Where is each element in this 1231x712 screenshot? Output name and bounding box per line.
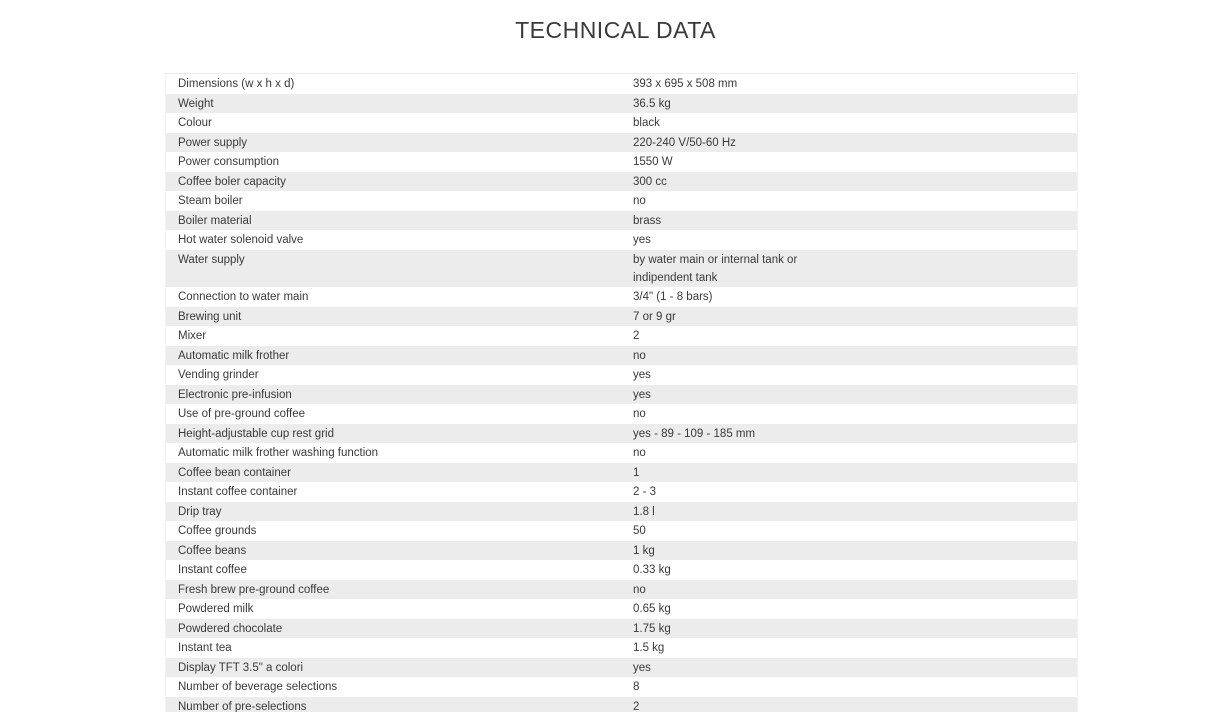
spec-value: 2	[633, 700, 640, 712]
spec-value: 1 kg	[633, 544, 655, 557]
spec-label: Coffee beans	[178, 544, 247, 557]
spec-label: Mixer	[178, 330, 207, 342]
spec-value: 1.5 kg	[633, 642, 665, 654]
spec-value: 220-240 V/50-60 Hz	[633, 136, 736, 149]
spec-label: Power supply	[178, 136, 248, 149]
table-row	[166, 385, 1077, 405]
table-row	[166, 230, 1077, 250]
table-row	[166, 191, 1077, 211]
spec-label: Height-adjustable cup rest grid	[178, 427, 334, 440]
spec-value: no	[633, 408, 646, 420]
table-row	[166, 560, 1077, 580]
spec-value: yes - 89 - 109 - 185 mm	[633, 427, 756, 440]
table-row	[166, 619, 1077, 639]
spec-label: Coffee boler capacity	[178, 175, 286, 188]
spec-label: Number of pre-selections	[178, 700, 307, 712]
spec-value: black	[633, 117, 660, 129]
table-row	[166, 365, 1077, 385]
spec-label: Connection to water main	[178, 291, 309, 303]
spec-label: Powdered chocolate	[178, 622, 283, 635]
table-row	[166, 152, 1077, 172]
spec-label: Use of pre-ground coffee	[178, 408, 306, 420]
spec-label: Weight	[178, 97, 214, 110]
table-row	[166, 133, 1077, 153]
spec-label: Boiler material	[178, 214, 252, 227]
spec-label: Instant coffee container	[178, 486, 298, 498]
table-row	[166, 307, 1077, 327]
spec-label: Vending grinder	[178, 369, 259, 381]
table-row	[166, 74, 1077, 94]
spec-value: yes	[633, 234, 651, 246]
table-row	[166, 580, 1077, 600]
spec-label: Steam boiler	[178, 195, 243, 207]
table-row	[166, 424, 1077, 444]
spec-value: 3/4" (1 - 8 bars)	[633, 291, 713, 303]
spec-value: yes	[633, 369, 651, 381]
table-row	[166, 172, 1077, 192]
table-row	[166, 521, 1077, 541]
table-row	[166, 443, 1077, 463]
spec-label: Coffee bean container	[178, 466, 291, 479]
page-title: TECHNICAL DATA	[515, 17, 716, 43]
table-row	[166, 638, 1077, 658]
spec-value: yes	[633, 661, 651, 674]
spec-label: Colour	[178, 117, 212, 129]
spec-label: Hot water solenoid valve	[178, 234, 304, 246]
spec-value: no	[633, 583, 646, 596]
table-row	[166, 287, 1077, 307]
table-row	[166, 658, 1077, 678]
spec-value: no	[633, 349, 646, 362]
table-row	[166, 463, 1077, 483]
spec-label: Dimensions (w x h x d)	[178, 78, 295, 90]
table-row	[166, 599, 1077, 619]
spec-label: Brewing unit	[178, 310, 242, 323]
table-row	[166, 502, 1077, 522]
spec-label: Automatic milk frother	[178, 349, 290, 362]
table-row	[166, 482, 1077, 502]
technical-data-table	[165, 73, 1078, 712]
spec-label: Display TFT 3.5" a colori	[178, 661, 304, 674]
spec-value: 0.33 kg	[633, 564, 671, 576]
spec-value: 393 x 695 x 508 mm	[633, 78, 738, 90]
spec-label: Drip tray	[178, 505, 222, 518]
spec-label: Number of beverage selections	[178, 681, 338, 693]
spec-value: by water main or internal tank or indipendent tank	[633, 253, 798, 284]
spec-label: Fresh brew pre-ground coffee	[178, 583, 330, 596]
spec-value: 8	[633, 681, 640, 693]
spec-value: 50	[633, 525, 646, 537]
spec-label: Coffee grounds	[178, 525, 257, 537]
table-row	[166, 211, 1077, 231]
table-row	[166, 250, 1077, 288]
spec-value: 300 cc	[633, 175, 667, 188]
spec-value: no	[633, 447, 646, 459]
table-row	[166, 346, 1077, 366]
spec-label: Electronic pre-infusion	[178, 388, 292, 401]
table-row	[166, 541, 1077, 561]
table-row	[166, 677, 1077, 697]
table-row	[166, 94, 1077, 114]
spec-label: Water supply	[178, 253, 245, 266]
spec-value: 36.5 kg	[633, 97, 671, 110]
spec-label: Powdered milk	[178, 603, 254, 615]
table-row	[166, 113, 1077, 133]
spec-value: 1	[633, 466, 640, 479]
spec-value: 1.75 kg	[633, 622, 671, 635]
spec-label: Automatic milk frother washing function	[178, 447, 379, 459]
table-row	[166, 326, 1077, 346]
spec-value: 0.65 kg	[633, 603, 671, 615]
spec-value: 2 - 3	[633, 486, 657, 498]
spec-value: yes	[633, 388, 651, 401]
spec-value: no	[633, 195, 646, 207]
spec-value: 1550 W	[633, 156, 673, 168]
spec-label: Instant tea	[178, 642, 232, 654]
spec-value: 7 or 9 gr	[633, 310, 676, 323]
spec-value: 2	[633, 330, 640, 342]
spec-label: Power consumption	[178, 156, 279, 168]
spec-value: 1.8 l	[633, 505, 655, 518]
table-row	[166, 697, 1077, 712]
table-row	[166, 404, 1077, 424]
spec-value: brass	[633, 214, 662, 227]
spec-label: Instant coffee	[178, 564, 247, 576]
